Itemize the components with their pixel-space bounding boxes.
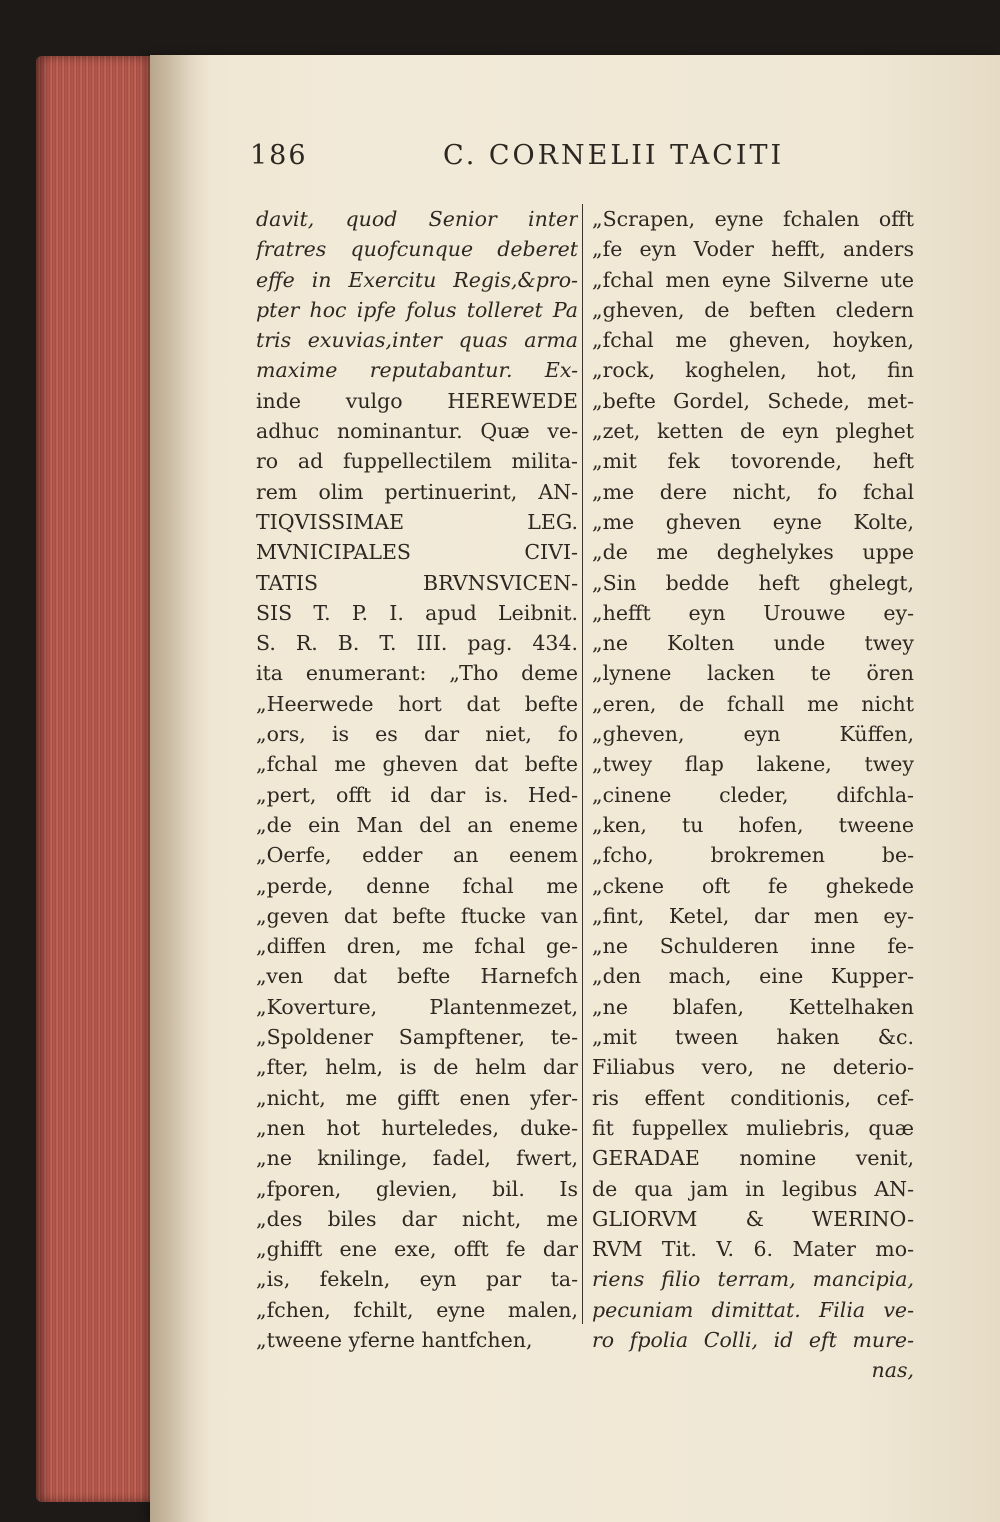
gutter-shadow xyxy=(150,55,210,1522)
text-line: „fe eyn Voder hefft, anders xyxy=(592,237,914,262)
text-line: „gheven, de beften cledern xyxy=(592,297,914,322)
text-line: „Oerfe, edder an eenem xyxy=(256,843,578,868)
text-line: „gheven, eyn Küffen, xyxy=(592,722,914,747)
text-line: rem olim pertinuerint, AN- xyxy=(256,479,578,504)
text-line: „ne knilinge, fadel, fwert, xyxy=(256,1146,578,1171)
page-edges xyxy=(36,56,160,1502)
text-line: „ghifft ene exe, offt fe dar xyxy=(256,1237,578,1262)
left-column xyxy=(256,204,578,1355)
text-line: pecuniam dimittat. Filia ve- xyxy=(592,1297,914,1322)
text-line: „des biles dar nicht, me xyxy=(256,1206,578,1231)
text-line: TIQVISSIMAE LEG. xyxy=(256,509,578,534)
text-line: „ne Schulderen inne fe- xyxy=(592,934,914,959)
text-line: „ne Kolten unde twey xyxy=(592,631,914,656)
text-line: ris effent conditionis, cef- xyxy=(592,1085,914,1110)
text-line: „geven dat befte ftucke van xyxy=(256,903,578,928)
text-line: „fcho, brokremen be- xyxy=(592,843,914,868)
text-line: „ne blafen, Kettelhaken xyxy=(592,994,914,1019)
text-line: fit fuppellex muliebris, quæ xyxy=(592,1115,914,1140)
text-line: „pert, offt id dar is. Hed- xyxy=(256,782,578,807)
text-line: „is, fekeln, eyn par ta- xyxy=(256,1267,578,1292)
text-line: Filiabus vero, ne deterio- xyxy=(592,1055,914,1080)
text-line: „ken, tu hofen, tweene xyxy=(592,812,914,837)
text-line: davit, quod Senior inter xyxy=(256,207,578,231)
page-number: 186 xyxy=(250,140,308,171)
text-line: „de me deghelykes uppe xyxy=(592,540,914,565)
text-line: „eren, de fchall me nicht xyxy=(592,691,914,716)
text-line: „fter, helm, is de helm dar xyxy=(256,1055,578,1080)
text-line: MVNICIPALES CIVI- xyxy=(256,540,578,565)
text-line: tris exuvias,inter quas arma xyxy=(256,328,578,353)
text-line: „me gheven eyne Kolte, xyxy=(592,509,914,534)
text-line: riens filio terram, mancipia, xyxy=(592,1267,914,1292)
text-line: nas, xyxy=(871,1358,914,1383)
text-line: „nicht, me gifft enen yfer- xyxy=(256,1085,578,1110)
text-line: ita enumerant: „Tho deme xyxy=(256,661,578,686)
text-line: effe in Exercitu Regis,&pro- xyxy=(256,267,578,292)
text-line: de qua jam in legibus AN- xyxy=(592,1176,914,1201)
running-head xyxy=(250,140,930,180)
text-line: „Scrapen, eyne fchalen offt xyxy=(592,207,914,231)
text-line: pter hoc ipfe folus tolleret Pa xyxy=(256,297,578,322)
text-line: „zet, ketten de eyn pleghet xyxy=(592,419,914,444)
text-line: „fchal me gheven, hoyken, xyxy=(592,328,914,353)
text-line: „me dere nicht, fo fchal xyxy=(592,479,914,504)
text-line: „fchal me gheven dat befte xyxy=(256,752,578,777)
text-line: „Heerwede hort dat befte xyxy=(256,691,578,716)
text-line: „fporen, glevien, bil. Is xyxy=(256,1176,578,1201)
text-line: SIS T. P. I. apud Leibnit. xyxy=(256,600,578,625)
text-line: „diffen dren, me fchal ge- xyxy=(256,934,578,959)
text-line: „befte Gordel, Schede, met- xyxy=(592,388,914,413)
text-line: „fchal men eyne Silverne ute xyxy=(592,267,914,292)
text-line: „perde, denne fchal me xyxy=(256,873,578,898)
right-column xyxy=(592,204,914,1386)
text-line: fratres quofcunque deberet xyxy=(256,237,578,262)
text-line: „ckene oft fe ghekede xyxy=(592,873,914,898)
text-line: „fchen, fchilt, eyne malen, xyxy=(256,1297,578,1322)
text-line: „ven dat befte Harnefch xyxy=(256,964,578,989)
text-line: „Spoldener Sampftener, te- xyxy=(256,1025,578,1050)
running-title: C. CORNELII TACITI xyxy=(443,140,785,171)
text-line: „hefft eyn Urouwe ey- xyxy=(592,600,914,625)
text-line: „fint, Ketel, dar men ey- xyxy=(592,903,914,928)
text-line: GERADAE nomine venit, xyxy=(592,1146,914,1171)
text-line: inde vulgo HEREWEDE xyxy=(256,388,578,413)
text-line: „mit fek tovorende, heft xyxy=(592,449,914,474)
text-line: „tweene yferne hantfchen, xyxy=(256,1327,533,1352)
text-line: TATIS BRVNSVICEN- xyxy=(256,570,578,595)
text-line: „cinene cleder, difchla- xyxy=(592,782,914,807)
text-line: maxime reputabantur. Ex- xyxy=(256,358,578,383)
text-line: adhuc nominantur. Quæ ve- xyxy=(256,419,578,444)
text-line: „ors, is es dar niet, fo xyxy=(256,722,578,747)
text-line: „den mach, eine Kupper- xyxy=(592,964,914,989)
text-line: „rock, koghelen, hot, fin xyxy=(592,358,914,383)
text-line: RVM Tit. V. 6. Mater mo- xyxy=(592,1237,914,1262)
column-rule xyxy=(582,204,583,1324)
text-line: ro fpolia Colli, id eft mure- xyxy=(592,1327,914,1352)
text-line: GLIORVM & WERINO- xyxy=(592,1206,914,1231)
text-line: S. R. B. T. III. pag. 434. xyxy=(256,631,578,656)
text-line: „mit tween haken &c. xyxy=(592,1025,914,1050)
text-line: „Koverture, Plantenmezet, xyxy=(256,994,578,1019)
text-line: ro ad fuppellectilem milita- xyxy=(256,449,578,474)
text-line: „de ein Man del an eneme xyxy=(256,812,578,837)
text-line: „lynene lacken te ören xyxy=(592,661,914,686)
text-line: „twey flap lakene, twey xyxy=(592,752,914,777)
text-line: „nen hot hurteledes, duke- xyxy=(256,1115,578,1140)
text-line: „Sin bedde heft ghelegt, xyxy=(592,570,914,595)
